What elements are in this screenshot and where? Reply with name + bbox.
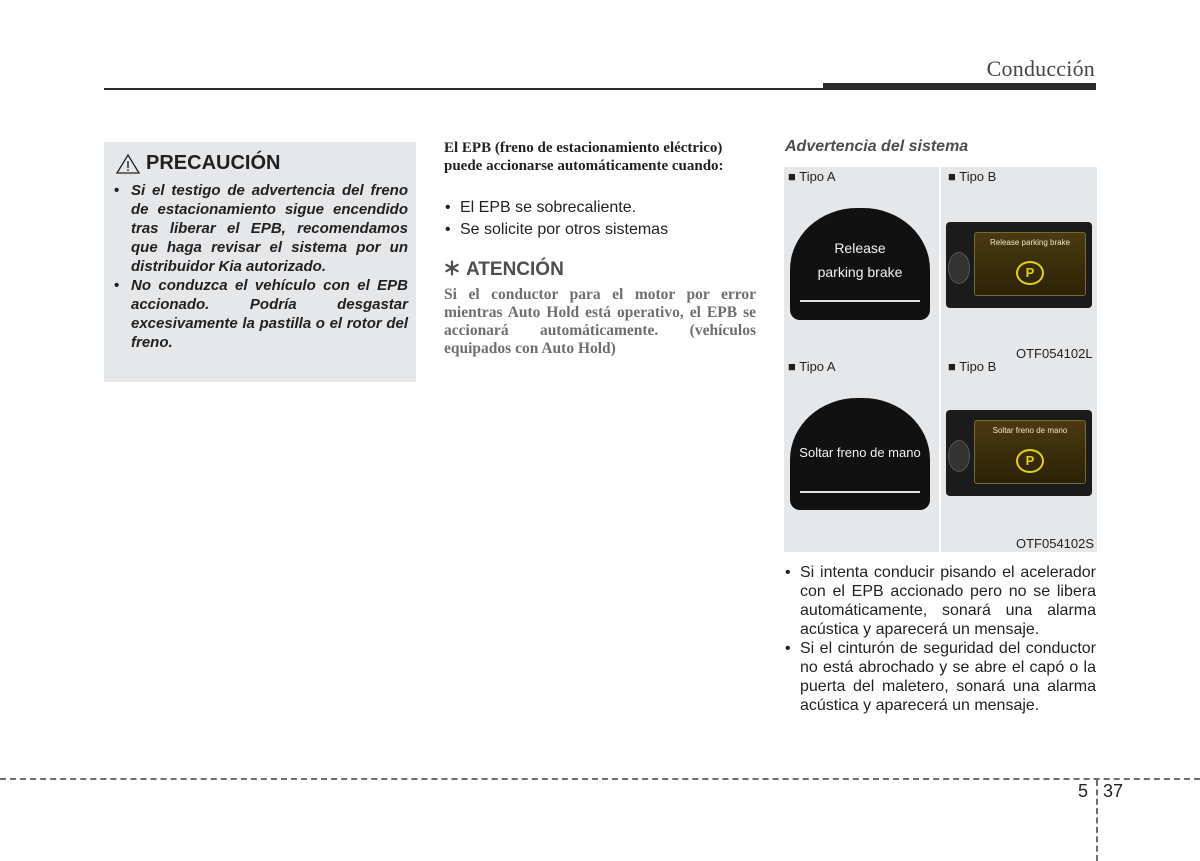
dial-message: Soltar freno de mano: [799, 445, 921, 460]
parking-brake-icon: P: [1016, 261, 1044, 285]
lcd-message: Release parking brake: [989, 238, 1071, 247]
dial-message-line2: parking brake: [817, 264, 903, 280]
list-item: • Se solicite por otros sistemas: [445, 221, 669, 238]
list-item-text: Se solicite por otros sistemas: [460, 221, 669, 238]
list-item-text: Si el cinturón de seguridad del conductor no está abrochado y se abre el capó o la puerta del maletero, sonará una alarma acústica y aparecerá un mensaje.: [800, 640, 1096, 714]
lcd-screen: [974, 232, 1086, 296]
list-item: • El EPB se sobrecaliente.: [445, 199, 637, 216]
lcd-screen: [974, 420, 1086, 484]
figure-code: OTF054102L: [1016, 346, 1093, 361]
caution-item: • Si el testigo de advertencia del freno de estacionamiento sigue encendido tras liberar el EPB, recomendamos que haga revisar el sistema por un distribuidor Kia autorizado.: [114, 182, 408, 275]
figure-code: OTF054102S: [1016, 536, 1095, 551]
cluster-panel-display: [946, 410, 1092, 496]
epb-intro: El EPB (freno de estacionamiento eléctrico) puede accionarse automáticamente cuando:: [444, 140, 724, 174]
footer-dashed-divider: [1096, 780, 1098, 861]
caution-title: PRECAUCIÓN: [146, 152, 281, 174]
dial-underline: [800, 300, 920, 302]
figure-divider: [939, 167, 941, 552]
parking-brake-icon: P: [1016, 449, 1044, 473]
figure-type-a-label: ■ Tipo A: [788, 359, 836, 374]
figure-type-b-label: ■ Tipo B: [948, 359, 997, 374]
caution-list: [114, 181, 408, 352]
cluster-dial-display: [790, 398, 930, 510]
warning-conditions-list: [785, 563, 1096, 715]
system-warning-heading: Advertencia del sistema: [785, 138, 969, 155]
list-item: • Si intenta conducir pisando el acelerador con el EPB accionado pero no se libera automáticamente, sonará una alarma acústica y aparecerá un mensaje.: [785, 564, 1096, 638]
notice-heading: [444, 259, 564, 281]
section-title: Conducción: [986, 56, 1095, 81]
caution-item-text: Si el testigo de advertencia del freno de estacionamiento sigue encendido tras liberar el EPB, recomendamos que haga revisar el sistema por un distribuidor Kia autorizado.: [131, 182, 408, 275]
gauge-edge: [948, 440, 970, 472]
caution-heading: [116, 152, 408, 175]
header-accent-bar: [823, 83, 1096, 90]
notice-title: ATENCIÓN: [466, 259, 564, 280]
figure-type-b-label: ■ Tipo B: [948, 169, 997, 184]
caution-box: [104, 142, 416, 382]
page-number: 37: [1103, 781, 1124, 801]
list-item-text: Si intenta conducir pisando el acelerador con el EPB accionado pero no se libera automáticamente, sonará una alarma acústica y aparecerá un mensaje.: [800, 564, 1096, 638]
caution-item: • No conduzca el vehículo con el EPB accionado. Podría desgastar excesivamente la pastilla o el rotor del freno.: [114, 277, 408, 351]
cluster-panel-display: [946, 222, 1092, 308]
figure-type-a-label: ■ Tipo A: [788, 169, 836, 184]
dial-underline: [800, 491, 920, 493]
gauge-edge: [948, 252, 970, 284]
warning-triangle-icon: [116, 154, 140, 174]
lcd-message: Soltar freno de mano: [992, 426, 1068, 435]
list-item-text: El EPB se sobrecaliente.: [460, 199, 637, 216]
footer-dashed-rule: [0, 778, 1200, 780]
dial-message-line1: Release: [834, 240, 886, 256]
notice-text: Si el conductor para el motor por error mientras Auto Hold está operativo, el EPB se accionará automáticamente. (vehículos equipados con Auto Hold): [444, 286, 756, 357]
cluster-dial-display: [790, 208, 930, 320]
caution-item-text: No conduzca el vehículo con el EPB accionado. Podría desgastar excesivamente la pastilla o el rotor del freno.: [131, 277, 408, 351]
epb-conditions-list: [444, 197, 764, 241]
chapter-number: 5: [1078, 781, 1089, 801]
list-item: • Si el cinturón de seguridad del conductor no está abrochado y se abre el capó o la puerta del maletero, sonará una alarma acústica y aparecerá un mensaje.: [785, 640, 1096, 714]
asterisk-icon: [444, 260, 460, 281]
